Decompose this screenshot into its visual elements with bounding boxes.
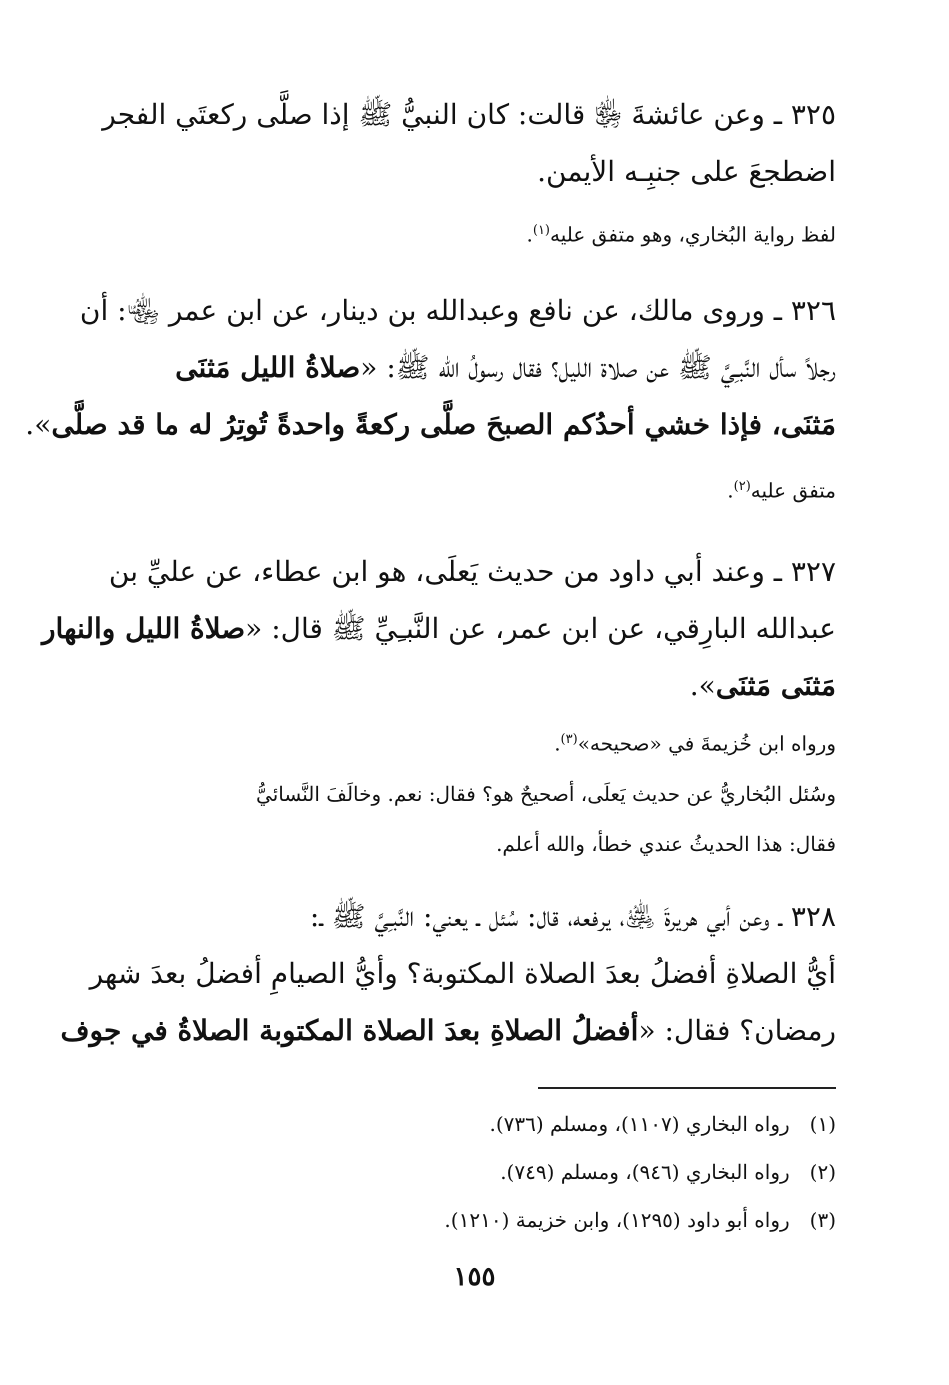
hadith-325-line-1: ٣٢٥ ـ وعن عائشةَ ﵂ قالت: كان النبيُّ ﷺ إذا صلَّى ركعتَي الفجر xyxy=(102,98,836,131)
footnote-number: (٢) xyxy=(809,1160,836,1184)
footnote-text: رواه البخاري (٩٤٦)، ومسلم (٧٤٩). xyxy=(500,1160,790,1184)
footnote-ref-1[interactable]: (١) xyxy=(532,223,550,238)
hadith-326-line-2-plain: رجلاً سأل النَّبـِيَّ ﷺ عن صلاة الليل؟ فقال رسولُ الله ﷺ: « xyxy=(360,351,836,384)
footnote-ref-2[interactable]: (٢) xyxy=(733,479,751,494)
footnote-text: رواه أبو داود (١٢٩٥)، وابن خزيمة (١٢١٠). xyxy=(444,1208,790,1232)
hadith-326-quote-end: مَثنَى، فإذا خشي أحدُكم الصبحَ صلَّى ركعةً واحدةً تُوتِرُ له ما قد صلَّى xyxy=(51,408,836,441)
hadith-327-note-1: ورواه ابن خُزيمةَ في «صحيحه» xyxy=(577,731,836,756)
hadith-327-line-3 xyxy=(124,657,836,714)
hadith-326-line-2 xyxy=(124,339,836,396)
hadith-327-notes xyxy=(124,715,836,869)
footnote-text: رواه البخاري (١١٠٧)، ومسلم (٧٣٦). xyxy=(489,1112,790,1136)
hadith-326-line-1: ٣٢٦ ـ وروى مالك، عن نافع وعبدالله بن دينار، عن ابن عمر ﵄: أن xyxy=(79,294,836,327)
footnote-number: (١) xyxy=(809,1112,836,1136)
hadith-327-quote-end: مَثنَى مَثنَى xyxy=(715,669,836,702)
note-end: . xyxy=(727,478,734,503)
hadith-327-close: ». xyxy=(689,669,716,702)
hadith-328-line-3 xyxy=(60,1002,836,1059)
hadith-327 xyxy=(42,543,836,714)
page-number: ١٥٥ xyxy=(453,1262,496,1292)
hadith-326-quote-start: صلاةُ الليل مَثنَى xyxy=(175,351,361,384)
hadith-326-line-3 xyxy=(25,396,836,453)
hadith-327-note-2-line-2: فقال: هذا الحديثُ عندي خطأ، والله أعلم. xyxy=(496,831,836,856)
hadith-328-line-2: أيُّ الصلاةِ أفضلُ بعدَ الصلاة المكتوبة؟ وأيُّ الصيامِ أفضلُ بعدَ شهر xyxy=(89,957,836,990)
hadith-326 xyxy=(25,282,836,453)
footnote-3 xyxy=(124,1198,836,1242)
footnote-separator xyxy=(538,1087,836,1089)
hadith-327-line-1: ٣٢٧ ـ وعند أبي داود من حديث يَعلَى، هو ابن عطاء، عن عليِّ بن xyxy=(108,555,836,588)
hadith-327-line-2-plain: عبدالله البارِقي، عن ابن عمر، عن النَّبـِيِّ ﷺ قال: « xyxy=(245,612,836,645)
hadith-325-note xyxy=(124,206,836,260)
hadith-326-note-text: متفق عليه xyxy=(750,478,836,503)
footnote-2 xyxy=(124,1150,836,1194)
hadith-328 xyxy=(60,888,836,1059)
hadith-327-quote-start: صلاةُ الليل والنهار xyxy=(42,612,246,645)
hadith-325-line-2: اضطجعَ على جنبِـه الأيمن. xyxy=(537,155,836,188)
footnote-ref-3[interactable]: (٣) xyxy=(560,732,578,747)
hadith-326-note xyxy=(124,462,836,516)
hadith-325-note-text: لفظ رواية البُخاري، وهو متفق عليه xyxy=(550,222,836,247)
hadith-328-line-1: ٣٢٨ ـ وعن أبي هريرةَ ﵁، يرفعه، قال: سُئل ـ يعني: النَّبـِيَّ ﷺ ـ: xyxy=(309,900,836,933)
hadith-327-note-2-line-1: وسُئل البُخاريُّ عن حديث يَعلَى، أصحيحٌ هو؟ فقال: نعم. وخالَفَ النَّسائيُّ xyxy=(256,781,836,806)
note-end: . xyxy=(554,731,561,756)
hadith-326-close: ». xyxy=(25,408,52,441)
hadith-328-line-3-plain: رمضان؟ فقال: « xyxy=(638,1014,836,1047)
hadith-328-quote-start: أفضلُ الصلاةِ بعدَ الصلاة المكتوبة الصلاةُ في جوف xyxy=(60,1014,639,1047)
footnote-number: (٣) xyxy=(809,1208,836,1232)
footnote-1 xyxy=(124,1102,836,1146)
hadith-327-line-2 xyxy=(42,600,836,657)
note-end: . xyxy=(526,222,533,247)
hadith-325 xyxy=(102,86,836,200)
